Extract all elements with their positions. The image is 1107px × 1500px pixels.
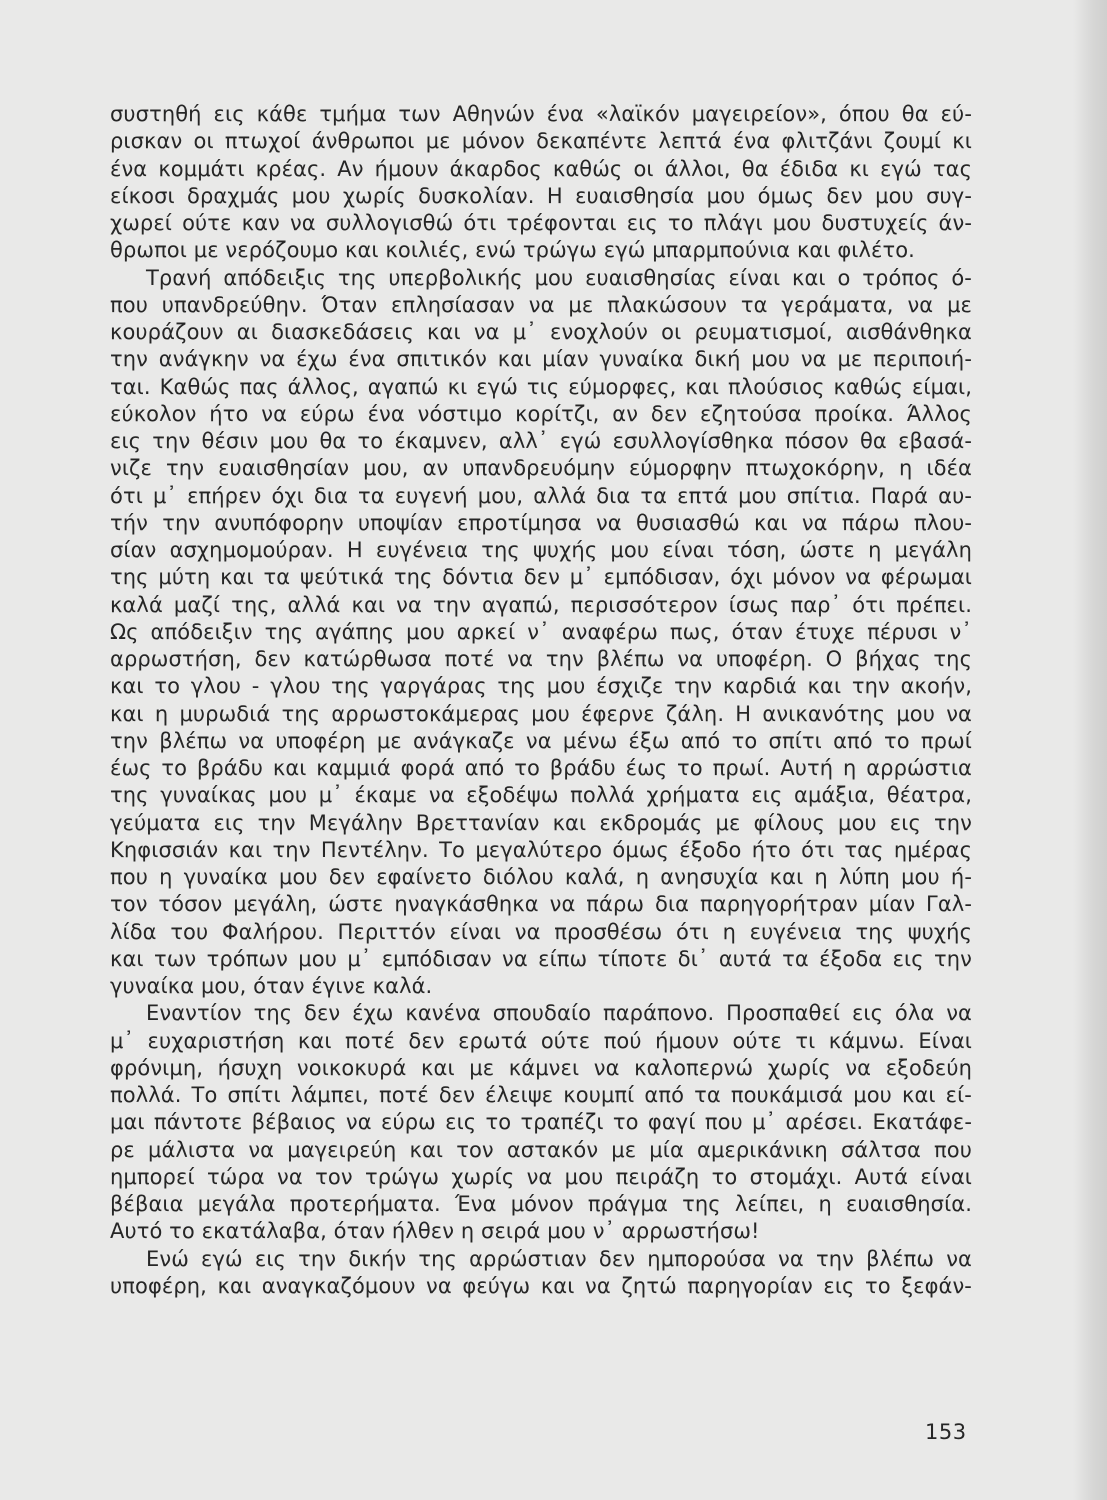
text-line: πολλά. Το σπίτι λάμπει, ποτέ δεν έλειψε κουμπί από τα πουκάμισά μου και εί- — [110, 1083, 972, 1107]
paragraph-3 — [110, 1000, 972, 1245]
text-line: είκοσι δραχμάς μου χωρίς δυσκολίαν. Η ευαισθησία μου όμως δεν μου συγ- — [110, 183, 972, 208]
text-line: που υπανδρεύθην. Όταν επλησίασαν να με πλακώσουν τα γεράματα, να με — [110, 292, 972, 317]
text-line: ρε μάλιστα να μαγειρεύη και τον αστακόν με μία αμερικάνικη σάλτσα που — [110, 1137, 972, 1162]
page-number: 153 — [925, 1420, 967, 1444]
text-line: χωρεί ούτε καν να συλλογισθώ ότι τρέφονται εις το πλάγι μου δυστυχείς άν- — [110, 211, 972, 235]
text-line: θρωποι με νερόζουμο και κοιλιές, ενώ τρώγω εγώ μπαρμπούνια και φιλέτο. — [110, 238, 915, 263]
text-line: Αυτό το εκατάλαβα, όταν ήλθεν η σειρά μου ν᾽ αρρωστήσω! — [110, 1219, 760, 1244]
text-line: τήν την ανυπόφορην υποψίαν επροτίμησα να θυσιασθώ και να πάρω πλου- — [110, 510, 972, 535]
text-line: της γυναίκας μου μ᾽ έκαμε να εξοδέψω πολλά χρήματα εις αμάξια, θέατρα, — [110, 783, 972, 808]
text-line: και η μυρωδιά της αρρωστοκάμερας μου έφερνε ζάλη. Η ανικανότης μου να — [110, 701, 972, 726]
text-line: Τρανή απόδειξις της υπερβολικής μου ευαισθησίας είναι και ο τρόπος ό- — [146, 265, 972, 290]
text-line: Ως απόδειξιν της αγάπης μου αρκεί ν᾽ αναφέρω πως, όταν έτυχε πέρυσι ν᾽ — [110, 619, 972, 644]
text-line: αρρωστήση, δεν κατώρθωσα ποτέ να την βλέπω να υποφέρη. Ο βήχας της — [110, 647, 972, 671]
paragraph-2 — [110, 265, 972, 1001]
text-line: και των τρόπων μου μ᾽ εμπόδισαν να είπω τίποτε δι᾽ αυτά τα έξοδα εις την — [110, 946, 972, 971]
text-line: νιζε την ευαισθησίαν μου, αν υπανδρευόμην εύμορφην πτωχοκόρην, η ιδέα — [110, 456, 972, 481]
text-line: έως το βράδυ και καμμιά φορά από το βράδυ έως το πρωί. Αυτή η αρρώστια — [110, 756, 972, 780]
body-text — [110, 101, 972, 1300]
text-line: την ανάγκην να έχω ένα σπιτικόν και μίαν γυναίκα δική μου να με περιποιή- — [110, 347, 972, 372]
text-line: της μύτη και τα ψεύτικά της δόντια δεν μ᾽ εμπόδισαν, όχι μόνον να φέρωμαι — [110, 565, 972, 590]
text-line: κουράζουν αι διασκεδάσεις και να μ᾽ ενοχλούν οι ρευματισμοί, αισθάνθηκα — [110, 320, 972, 344]
text-line: ότι μ᾽ επήρεν όχι δια τα ευγενή μου, αλλά δια τα επτά μου σπίτια. Παρά αυ- — [110, 483, 972, 508]
text-line: λίδα του Φαλήρου. Περιττόν είναι να προσθέσω ότι η ευγένεια της ψυχής — [110, 919, 972, 944]
text-line: την βλέπω να υποφέρη με ανάγκαζε να μένω έξω από το σπίτι από το πρωί — [110, 728, 972, 753]
text-line: καλά μαζί της, αλλά και να την αγαπώ, περισσότερον ίσως παρ᾽ ότι πρέπει. — [110, 592, 972, 617]
text-line: εύκολον ήτο να εύρω ένα νόστιμο κορίτζι, αν δεν εζητούσα προίκα. Άλλος — [110, 401, 972, 426]
text-line: που η γυναίκα μου δεν εφαίνετο διόλου καλά, η ανησυχία και η λύπη μου ή- — [110, 865, 972, 889]
text-line: ται. Καθώς πας άλλος, αγαπώ κι εγώ τις εύμορφες, και πλούσιος καθώς είμαι, — [110, 374, 972, 399]
text-line: Ενώ εγώ εις την δικήν της αρρώστιαν δεν ημπορούσα να την βλέπω να — [146, 1246, 972, 1271]
text-line: υποφέρη, και αναγκαζόμουν να φεύγω και να ζητώ παρηγορίαν εις το ξεφάν- — [110, 1273, 972, 1298]
text-line: Εναντίον της δεν έχω κανένα σπουδαίο παράπονο. Προσπαθεί εις όλα να — [146, 1001, 972, 1026]
text-line: εις την θέσιν μου θα το έκαμνεν, αλλ᾽ εγώ εσυλλογίσθηκα πόσον θα εβασά- — [110, 429, 972, 453]
text-line: μαι πάντοτε βέβαιος να εύρω εις το τραπέζι το φαγί που μ᾽ αρέσει. Εκατάφε- — [110, 1110, 972, 1135]
text-line: ρισκαν οι πτωχοί άνθρωποι με μόνον δεκαπέντε λεπτά ένα φλιτζάνι ζουμί κι — [110, 129, 972, 154]
text-line: ένα κομμάτι κρέας. Αν ήμουν άκαρδος καθώς οι άλλοι, θα έδιδα κι εγώ τας — [110, 156, 972, 181]
paragraph-4 — [110, 1246, 972, 1301]
text-line: φρόνιμη, ήσυχη νοικοκυρά και με κάμνει να καλοπερνώ χωρίς να εξοδεύη — [110, 1055, 972, 1080]
text-line: ημπορεί τώρα να τον τρώγω χωρίς να μου πειράζη το στομάχι. Αυτά είναι — [110, 1164, 972, 1189]
text-line: σίαν ασχημομούραν. Η ευγένεια της ψυχής μου είναι τόση, ώστε η μεγάλη — [110, 538, 972, 562]
page-edge-shadow — [1073, 0, 1107, 1500]
text-line: Κηφισσιάν και την Πεντέλην. Το μεγαλύτερο όμως έξοδο ήτο ότι τας ημέρας — [110, 837, 972, 862]
text-line: γεύματα εις την Μεγάλην Βρεττανίαν και εκδρομάς με φίλους μου εις την — [110, 810, 972, 835]
paragraph-1 — [110, 101, 972, 265]
text-line: γυναίκα μου, όταν έγινε καλά. — [110, 974, 433, 998]
text-line: βέβαια μεγάλα προτερήματα. Ένα μόνον πράγμα της λείπει, η ευαισθησία. — [110, 1192, 972, 1216]
text-line: τον τόσον μεγάλη, ώστε ηναγκάσθηκα να πάρω δια παρηγορήτραν μίαν Γαλ- — [110, 892, 972, 917]
text-line: μ᾽ ευχαριστήση και ποτέ δεν ερωτά ούτε πού ήμουν ούτε τι κάμνω. Είναι — [110, 1028, 972, 1053]
text-line: συστηθή εις κάθε τμήμα των Αθηνών ένα «λαϊκόν μαγειρείον», όπου θα εύ- — [110, 102, 972, 126]
text-line: και το γλου - γλου της γαργάρας της μου έσχιζε την καρδιά και την ακοήν, — [110, 674, 972, 699]
